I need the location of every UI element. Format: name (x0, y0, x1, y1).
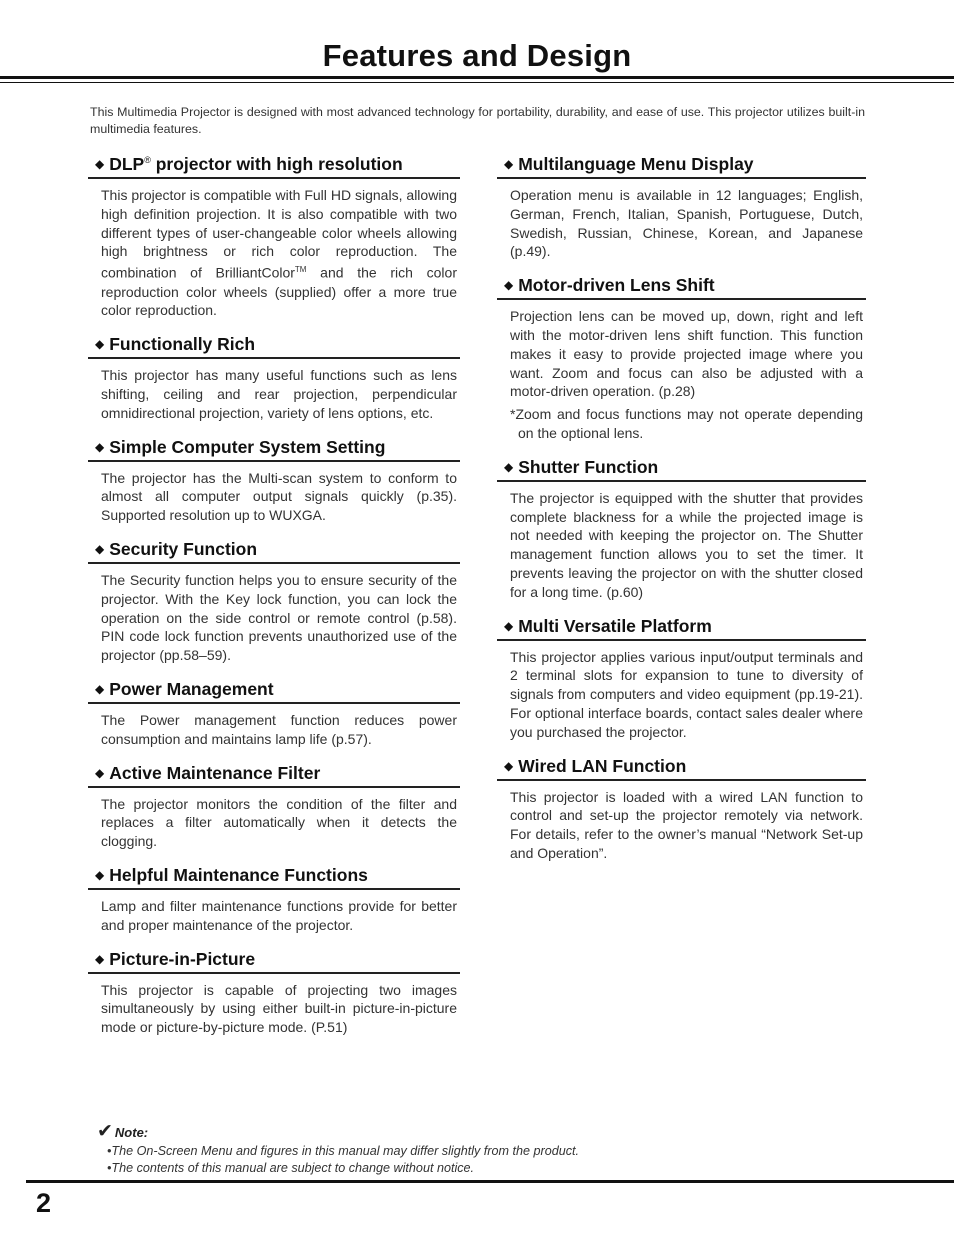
footer-rule (26, 1180, 954, 1183)
section-body: This projector is capable of projecting two images simultaneously by using either built-in picture-in-picture mode or picture-by-picture mode. (P.51) (101, 981, 457, 1036)
heading-text: Picture-in-Picture (109, 948, 256, 969)
section-functionally-rich (88, 334, 460, 422)
section-lan (497, 756, 866, 863)
section-body: Operation menu is available in 12 languages; English, German, French, Italian, Spanish, Portuguese, Dutch, Swedish, Russian, Chinese, Korean, and Japanese (p.49). (510, 187, 863, 260)
section-body (88, 179, 460, 320)
section-body: The projector is equipped with the shutter that provides complete blackness for a while the projected image is not needed with keeping the projector on. The Shutter management function allows you to set the timer. It prevents leaving the projector on with the shutter closed for a long time. (p.60) (510, 489, 863, 600)
section-body: The Security function helps you to ensure security of the projector. With the Key lock function, you can lock the operation on the side control or remote control (p.58). PIN code lock function prevents unauthorized use of the projector (pp.58–59). (101, 572, 457, 664)
heading-text: Shutter Function (518, 456, 659, 477)
page-number: 2 (36, 1188, 52, 1218)
intro-paragraph: This Multimedia Projector is designed with most advanced technology for portability, durability, and ease of use. This projector utilizes built-in multimedia features. (90, 105, 865, 136)
note-block (97, 1120, 877, 1176)
diamond-bullet-icon: ◆ (504, 278, 514, 293)
footnote-text: *Zoom and focus functions may not operate depending on the optional lens. (510, 406, 863, 441)
section-power (88, 679, 460, 749)
note-heading (97, 1120, 877, 1143)
note-label: Note: (114, 1125, 149, 1140)
heading-text: DLP (109, 154, 145, 174)
section-lens-shift (497, 275, 866, 443)
section-helpful (88, 865, 460, 935)
diamond-bullet-icon: ◆ (95, 542, 105, 557)
diamond-bullet-icon: ◆ (504, 618, 514, 633)
heading-text: Functionally Rich (109, 334, 256, 355)
section-dlp (88, 154, 460, 320)
section-body: The Power management function reduces power consumption and maintains lamp life (p.57). (101, 712, 457, 747)
diamond-bullet-icon: ◆ (504, 459, 514, 474)
section-heading (88, 679, 460, 704)
diamond-bullet-icon: ◆ (95, 765, 105, 780)
section-heading (88, 865, 460, 890)
section-heading (88, 763, 460, 788)
body-text: This projector is compatible with Full HD signals, allowing high definition projection. It is also compatible with two different types of user-changeable color wheels allowing high brightness or rich color reproduction. The combination of BrilliantColor (101, 187, 457, 281)
checkmark-icon: ✔ (97, 1121, 113, 1142)
section-simple-setting (88, 437, 460, 525)
section-heading (497, 275, 866, 300)
note-line: •The On-Screen Menu and figures in this manual may differ slightly from the product. (107, 1144, 579, 1158)
section-shutter (497, 457, 866, 602)
section-heading (88, 437, 460, 462)
section-body: Lamp and filter maintenance functions provide for better and proper maintenance of the projector. (101, 897, 457, 933)
title-rule (0, 76, 954, 79)
heading-text: Helpful Maintenance Functions (109, 864, 368, 885)
heading-text: Simple Computer System Setting (109, 436, 386, 457)
diamond-bullet-icon: ◆ (95, 439, 105, 454)
heading-text: Motor-driven Lens Shift (518, 275, 715, 296)
diamond-bullet-icon: ◆ (95, 682, 105, 696)
heading-text: Multi Versatile Platform (518, 615, 712, 636)
section-heading (88, 949, 460, 974)
heading-text: Wired LAN Function (518, 755, 687, 776)
body-text-rest: and the rich color reproduction color wheels (supplied) offer a more true color reproduction. (101, 264, 457, 319)
section-heading (497, 154, 866, 179)
diamond-bullet-icon: ◆ (95, 337, 105, 352)
title-rule-thin (0, 82, 954, 83)
section-body: This projector is loaded with a wired LAN function to control and set-up the projector remotely via network. For details, refer to the owner’s manual “Network Set-up and Operation”. (510, 788, 863, 861)
section-body: This projector has many useful functions such as lens shifting, ceiling and rear projection, perpendicular omnidirectional projection, variety of lens options, etc. (101, 367, 457, 421)
section-body: This projector applies various input/output terminals and 2 terminal slots for expansion to tune to diversity of signals from computers and video equipment (pp.19-21). For optional interface boards, contact sales dealer where you purchased the projector. (510, 648, 863, 740)
heading-text: Active Maintenance Filter (109, 762, 321, 783)
left-column (88, 154, 460, 1051)
diamond-bullet-icon: ◆ (504, 157, 514, 171)
section-security (88, 539, 460, 665)
trademark-mark: TM (294, 265, 307, 275)
heading-text-rest: projector with high resolution (150, 154, 403, 174)
diamond-bullet-icon: ◆ (95, 157, 105, 171)
body-text: Projection lens can be moved up, down, right and left with the motor-driven lens shift function. This function makes it easy to provide projected image where you want. Zoom and focus can also be adjusted with a motor-driven operation. (p.28) (510, 308, 863, 400)
section-heading (88, 539, 460, 564)
registered-mark: ® (144, 155, 151, 166)
diamond-bullet-icon: ◆ (504, 758, 514, 773)
section-heading (497, 756, 866, 781)
right-column (497, 154, 866, 877)
diamond-bullet-icon: ◆ (95, 951, 105, 966)
section-heading (88, 334, 460, 359)
section-body (497, 300, 866, 443)
section-platform (497, 616, 866, 742)
heading-text: Security Function (109, 539, 258, 560)
section-body: The projector has the Multi-scan system to conform to almost all computer output signals quickly (p.35). Supported resolution up to WUXGA. (101, 469, 457, 524)
section-filter (88, 763, 460, 851)
section-heading (88, 154, 460, 179)
heading-text: Power Management (109, 679, 274, 699)
section-heading (497, 457, 866, 482)
page-title: Features and Design (322, 38, 632, 73)
section-pip (88, 949, 460, 1037)
section-body: The projector monitors the condition of the filter and replaces a filter automatically when it detects the clogging. (101, 795, 457, 850)
section-heading (497, 616, 866, 641)
diamond-bullet-icon: ◆ (95, 867, 105, 882)
heading-text: Multilanguage Menu Display (518, 154, 754, 174)
section-multilanguage (497, 154, 866, 261)
note-line: •The contents of this manual are subject to change without notice. (107, 1160, 475, 1175)
